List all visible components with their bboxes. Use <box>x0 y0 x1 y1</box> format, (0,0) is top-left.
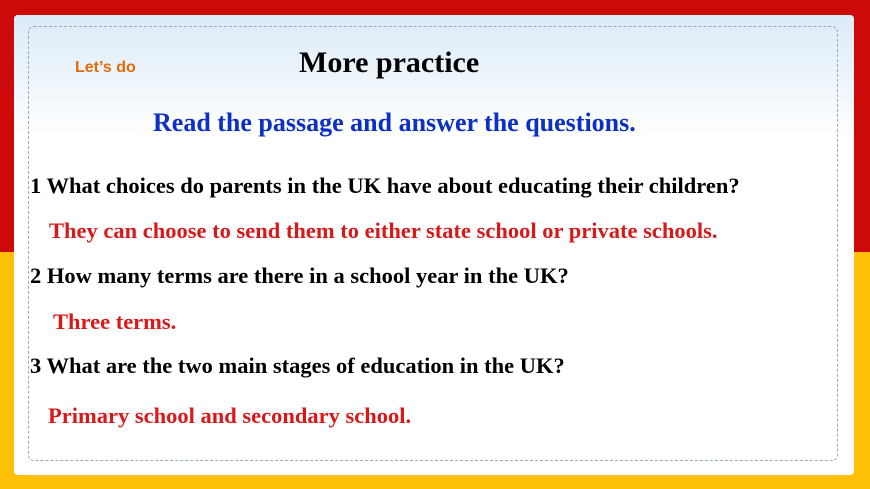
question-3: 3 What are the two main stages of education in the UK? <box>30 353 565 378</box>
answer-3: Primary school and secondary school. <box>48 403 412 428</box>
page-title: More practice <box>299 46 480 79</box>
content-panel <box>14 15 854 475</box>
question-2: 2 How many terms are there in a school year in the UK? <box>30 263 569 288</box>
question-1: 1 What choices do parents in the UK have about educating their children? <box>30 173 740 198</box>
answer-2: Three terms. <box>53 309 177 334</box>
section-tag: Let’s do <box>75 59 136 76</box>
answer-1: They can choose to send them to either state school or private schools. <box>49 218 718 243</box>
instruction-text: Read the passage and answer the questions. <box>153 108 636 137</box>
